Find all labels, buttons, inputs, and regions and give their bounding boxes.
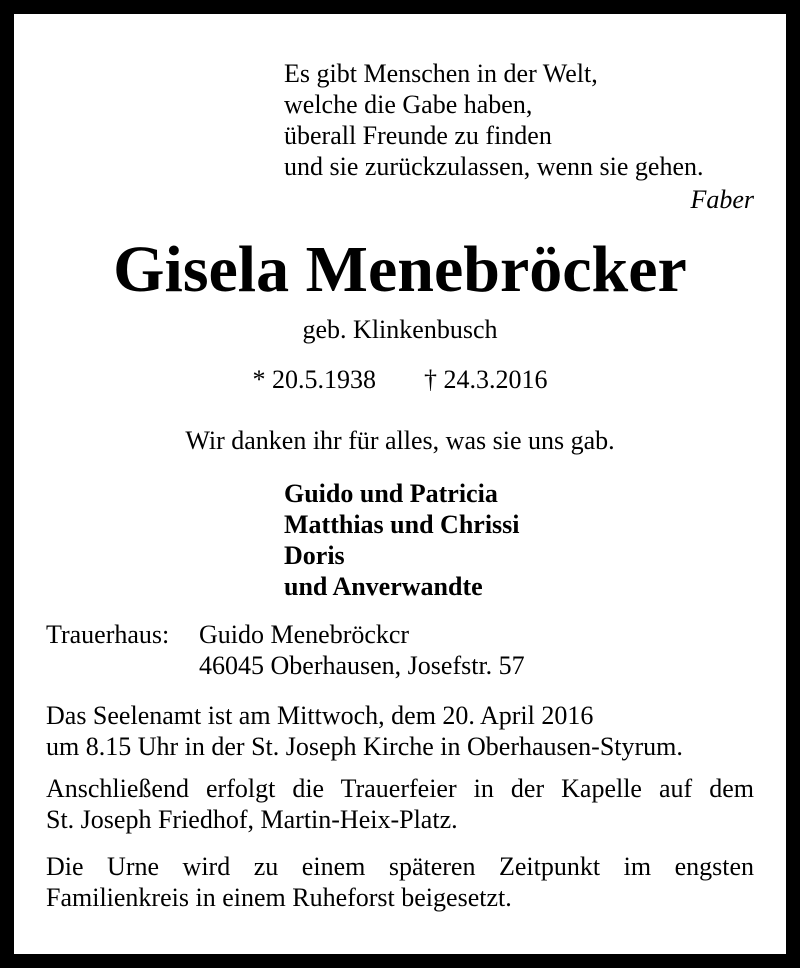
mourners-list <box>284 478 520 602</box>
poem-line: und sie zurückzulassen, wenn sie gehen. <box>284 152 704 181</box>
trauerhaus-name: Guido Menebröckcr <box>199 620 410 649</box>
paragraph-line: Familienkreis in einem Ruheforst beigesetzt. <box>46 883 512 912</box>
deceased-name: Gisela Menebröcker <box>113 233 687 306</box>
poem-author: Faber <box>690 185 754 214</box>
poem <box>284 58 703 182</box>
paragraph-line: Anschließend erfolgt die Trauerfeier in der Kapelle auf dem <box>46 774 754 803</box>
poem-line: überall Freunde zu finden <box>284 121 552 150</box>
paragraph-line: St. Joseph Friedhof, Martin-Heix-Platz. <box>46 805 458 834</box>
poem-line: Es gibt Menschen in der Welt, <box>284 59 598 88</box>
requiem-paragraph <box>46 700 754 762</box>
birth-date: * 20.5.1938 <box>252 365 376 394</box>
birth-name: geb. Klinkenbusch <box>302 315 498 344</box>
mourner: und Anverwandte <box>284 572 483 601</box>
mourner: Doris <box>284 541 345 570</box>
thanks-text: Wir danken ihr für alles, was sie uns gab. <box>185 426 615 455</box>
mourner: Matthias und Chrissi <box>284 510 520 539</box>
urn-paragraph <box>46 851 754 913</box>
trauerhaus-street: 46045 Oberhausen, Josefstr. 57 <box>199 651 525 680</box>
funeral-paragraph <box>46 773 754 835</box>
paragraph-line: Das Seelenamt ist am Mittwoch, dem 20. April 2016 <box>46 701 594 730</box>
poem-line: welche die Gabe haben, <box>284 90 533 119</box>
death-date: † 24.3.2016 <box>424 365 548 394</box>
trauerhaus-label: Trauerhaus: <box>46 620 170 649</box>
paragraph-line: Die Urne wird zu einem späteren Zeitpunkt im engsten <box>46 852 754 881</box>
mourner: Guido und Patricia <box>284 479 498 508</box>
trauerhaus-address <box>199 619 525 681</box>
life-dates <box>0 364 800 395</box>
paragraph-line: um 8.15 Uhr in der St. Joseph Kirche in Oberhausen-Styrum. <box>46 732 683 761</box>
